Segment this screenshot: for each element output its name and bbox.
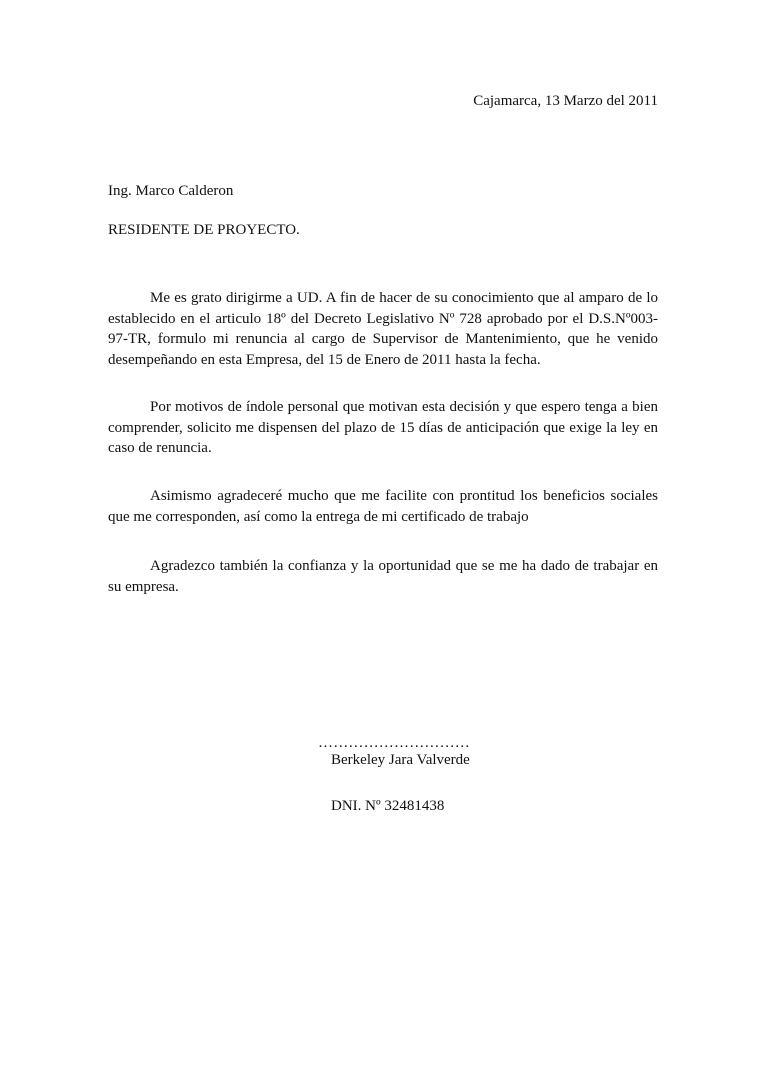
body-paragraph-2: Por motivos de índole personal que motivan esta decisión y que espero tenga a bien comprender, solicito me dispensen del plazo de 15 días de anticipación que exige la ley en caso de renuncia. xyxy=(108,399,658,456)
recipient-name: Ing. Marco Calderon xyxy=(108,183,234,199)
signer-id: DNI. Nº 32481438 xyxy=(331,798,445,814)
body-paragraph-4: Agradezco también la confianza y la oportunidad que se me ha dado de trabajar en su empresa. xyxy=(108,558,658,595)
recipient-title: RESIDENTE DE PROYECTO. xyxy=(108,222,300,238)
body-paragraph-1: Me es grato dirigirme a UD. A fin de hacer de su conocimiento que al amparo de lo establecido en el articulo 18º del Decreto Legislativo Nº 728 aprobado por el D.S.Nº003-97-TR, formulo mi renuncia al cargo de Supervisor de Mantenimiento, que he venido desempeñando en esta Empresa, del 15 de Enero de 2011 hasta la fecha. xyxy=(108,290,658,368)
signer-name: Berkeley Jara Valverde xyxy=(331,752,470,768)
signature-line: ………………………… xyxy=(318,735,470,751)
letter-date: Cajamarca, 13 Marzo del 2011 xyxy=(473,93,658,109)
body-paragraph-3: Asimismo agradeceré mucho que me facilite con prontitud los beneficios sociales que me corresponden, así como la entrega de mi certificado de trabajo xyxy=(108,488,658,525)
